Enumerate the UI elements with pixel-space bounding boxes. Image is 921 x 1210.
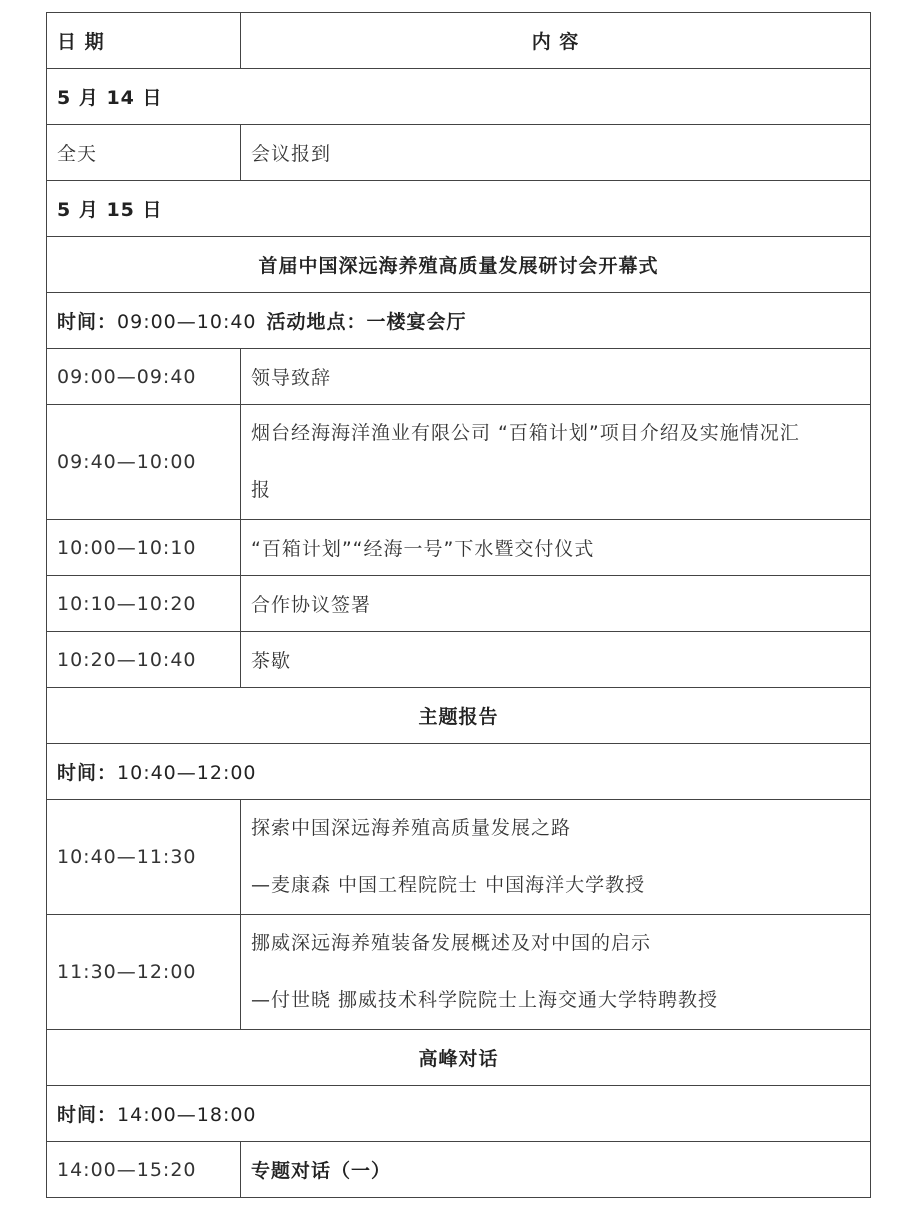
item-content: “百箱计划”“经海一号”下水暨交付仪式 xyxy=(241,520,871,576)
item-content xyxy=(241,800,871,915)
section-time-row xyxy=(47,293,871,349)
day1-content: 会议报到 xyxy=(241,125,871,181)
day1-date: 5 月 14 日 xyxy=(47,69,871,125)
table-row xyxy=(47,349,871,405)
opening-place-label: 活动地点： xyxy=(266,311,367,333)
day1-time: 全天 xyxy=(47,125,241,181)
day-row xyxy=(47,69,871,125)
opening-title: 首届中国深远海养殖高质量发展研讨会开幕式 xyxy=(47,237,871,293)
section-time-row xyxy=(47,1086,871,1142)
item-content-line: 烟台经海海洋渔业有限公司 “百箱计划”项目介绍及实施情况汇 xyxy=(251,422,800,444)
schedule-table xyxy=(46,12,871,1198)
summit-time-value: 14:00—18:00 xyxy=(117,1104,257,1126)
item-content: 合作协议签署 xyxy=(241,576,871,632)
opening-time-label: 时间： xyxy=(57,311,118,333)
item-time: 10:40—11:30 xyxy=(47,800,241,915)
item-content: 领导致辞 xyxy=(241,349,871,405)
table-row xyxy=(47,520,871,576)
opening-time-cell xyxy=(47,293,871,349)
item-time: 09:40—10:00 xyxy=(47,405,241,520)
item-content xyxy=(241,405,871,520)
item-content: 茶歇 xyxy=(241,632,871,688)
content-column-header: 内 容 xyxy=(241,13,871,69)
keynote-time-value: 10:40—12:00 xyxy=(117,762,257,784)
summit-time-cell xyxy=(47,1086,871,1142)
summit-time-label: 时间： xyxy=(57,1104,118,1126)
keynote-time-cell xyxy=(47,744,871,800)
keynote-time-label: 时间： xyxy=(57,762,118,784)
item-time: 10:10—10:20 xyxy=(47,576,241,632)
opening-place-value: 一楼宴会厅 xyxy=(366,311,467,333)
item-content-line: —付世晓 挪威技术科学院院士上海交通大学特聘教授 xyxy=(251,989,719,1011)
day-row xyxy=(47,181,871,237)
table-row xyxy=(47,125,871,181)
section-title-row xyxy=(47,688,871,744)
item-content-line: —麦康森 中国工程院院士 中国海洋大学教授 xyxy=(251,874,646,896)
summit-title: 高峰对话 xyxy=(47,1030,871,1086)
table-row xyxy=(47,405,871,520)
table-row xyxy=(47,915,871,1030)
section-title-row xyxy=(47,237,871,293)
keynote-title: 主题报告 xyxy=(47,688,871,744)
item-content xyxy=(241,915,871,1030)
section-time-row xyxy=(47,744,871,800)
item-time: 10:00—10:10 xyxy=(47,520,241,576)
item-time: 11:30—12:00 xyxy=(47,915,241,1030)
table-header-row xyxy=(47,13,871,69)
item-content-line: 探索中国深远海养殖高质量发展之路 xyxy=(251,817,572,839)
item-time: 10:20—10:40 xyxy=(47,632,241,688)
date-column-header: 日 期 xyxy=(47,13,241,69)
item-content-line: 挪威深远海养殖装备发展概述及对中国的启示 xyxy=(251,932,652,954)
table-row xyxy=(47,632,871,688)
item-time: 14:00—15:20 xyxy=(47,1142,241,1198)
table-row xyxy=(47,800,871,915)
section-title-row xyxy=(47,1030,871,1086)
table-row xyxy=(47,576,871,632)
item-time: 09:00—09:40 xyxy=(47,349,241,405)
item-content: 专题对话（一） xyxy=(241,1142,871,1198)
table-row xyxy=(47,1142,871,1198)
opening-time-value: 09:00—10:40 xyxy=(117,311,257,333)
day2-date: 5 月 15 日 xyxy=(47,181,871,237)
item-content-line: 报 xyxy=(251,479,272,501)
